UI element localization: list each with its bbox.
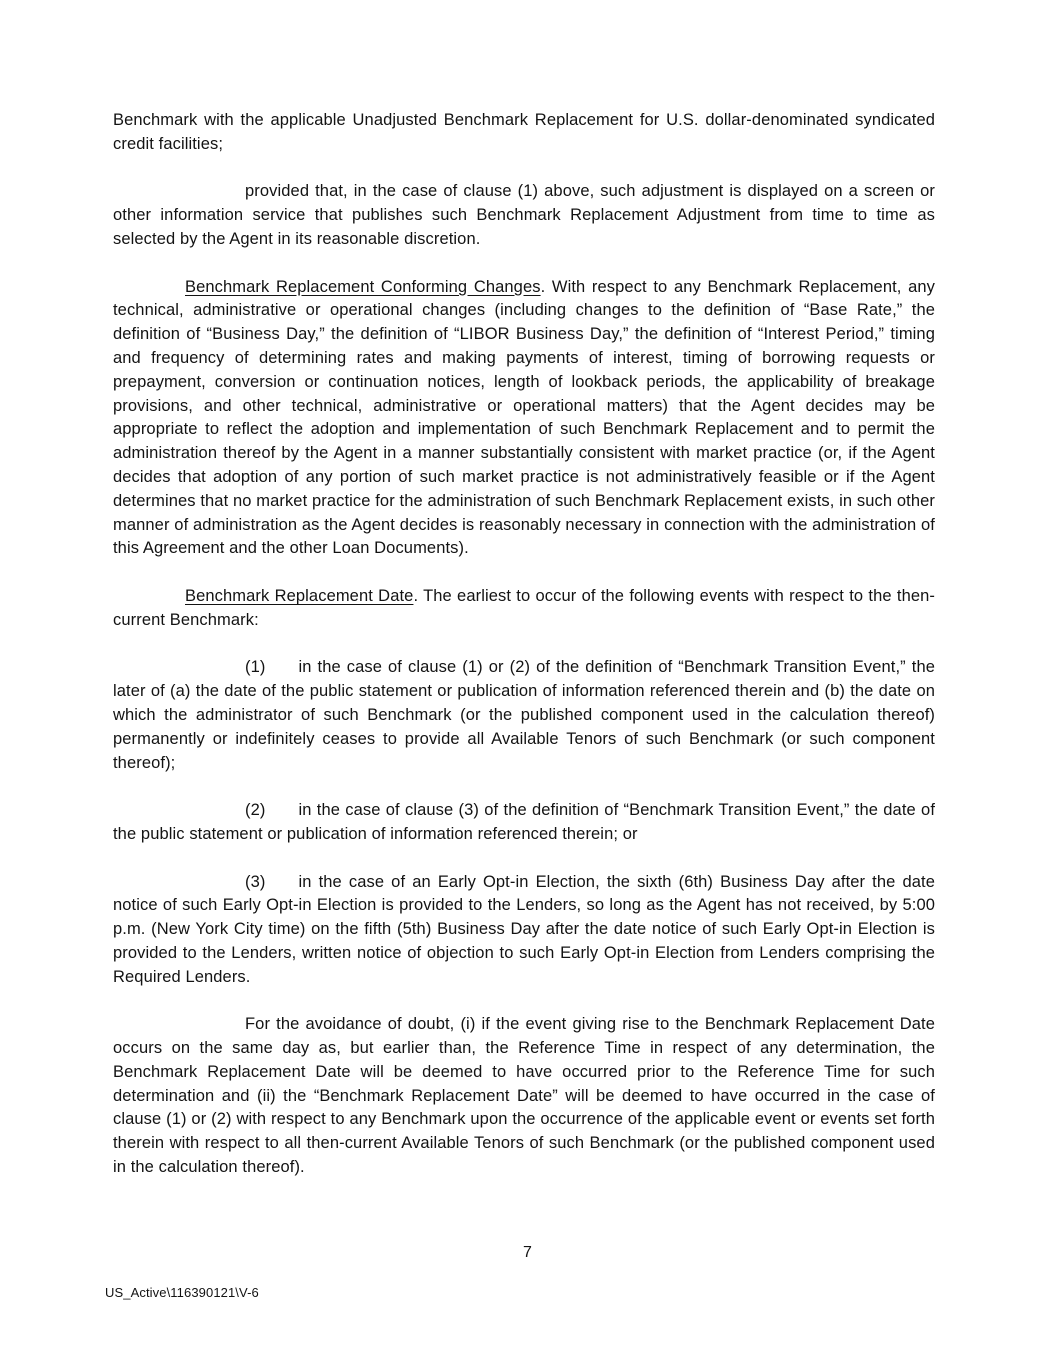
paragraph-proviso <box>113 180 935 251</box>
footer-doc-id: US_Active\116390121\V-6 <box>105 1285 259 1300</box>
list-item-1 <box>113 656 935 775</box>
list-item-2-number: (2) <box>245 801 266 820</box>
conforming-changes-heading: Benchmark Replacement Conforming Changes <box>185 277 541 296</box>
paragraph-continuation-text: Benchmark with the applicable Unadjusted Benchmark Replacement for U.S. dollar-denominated syndicated credit facilities; <box>113 111 935 153</box>
list-item-1-text: in the case of clause (1) or (2) of the definition of “Benchmark Transition Event,” the later of (a) the date of the public statement or publication of information referenced therein and (b) the date on which the administrator of such Benchmark (or the published component used in the calculation thereof) permanently or indefinitely ceases to provide all Available Tenors of such Benchmark (or such component thereof); <box>113 658 935 772</box>
paragraph-replacement-date <box>113 585 935 633</box>
paragraph-conforming-changes <box>113 276 935 562</box>
paragraph-continuation <box>113 109 935 157</box>
list-item-2-text: in the case of clause (3) of the definition of “Benchmark Transition Event,” the date of the public statement or publication of information referenced therein; or <box>113 801 935 843</box>
paragraph-proviso-text: provided that, in the case of clause (1) above, such adjustment is displayed on a screen or other information service that publishes such Benchmark Replacement Adjustment from time to time as selected by the Agent in its reasonable discretion. <box>113 182 935 248</box>
page-number: 7 <box>523 1244 532 1261</box>
list-item-1-number: (1) <box>245 658 266 677</box>
document-body <box>113 109 935 1204</box>
paragraph-avoidance-of-doubt <box>113 1013 935 1180</box>
list-item-3-number: (3) <box>245 872 266 891</box>
conforming-changes-body: . With respect to any Benchmark Replacement, any technical, administrative or operational changes (including changes to the definition of “Base Rate,” the definition of “Business Day,” the definition of “LIBOR Business Day,” the definition of “Interest Period,” timing and frequency of determining rates and making payments of interest, timing of borrowing requests or prepayment, conversion or continuation notices, length of lookback periods, the applicability of breakage provisions, and other technical, administrative or operational matters) that the Agent decides may be appropriate to reflect the adoption and implementation of such Benchmark Replacement and to permit the administration thereof by the Agent in a manner substantially consistent with market practice (or, if the Agent decides that adoption of any portion of such market practice is not administratively feasible or if the Agent determines that no market practice for the administration of such Benchmark Replacement exists, in such other manner of administration as the Agent decides is reasonably necessary in connection with the administration of this Agreement and the other Loan Documents). <box>113 277 935 558</box>
paragraph-avoidance-of-doubt-text: For the avoidance of doubt, (i) if the event giving rise to the Benchmark Replacement Date occurs on the same day as, but earlier than, the Reference Time in respect of any determination, the Benchmark Replacement Date will be deemed to have occurred prior to the Reference Time for such determination and (ii) the “Benchmark Replacement Date” will be deemed to have occurred in the case of clause (1) or (2) with respect to any Benchmark upon the occurrence of the applicable event or events set forth therein with respect to all then-current Available Tenors of such Benchmark (or the published component used in the calculation thereof). <box>113 1015 935 1177</box>
list-item-3-text: in the case of an Early Opt-in Election, the sixth (6th) Business Day after the date notice of such Early Opt-in Election is provided to the Lenders, so long as the Agent has not received, by 5:00 p.m. (New York City time) on the fifth (5th) Business Day after the date notice of such Early Opt-in Election is provided to the Lenders, written notice of objection to such Early Opt-in Election from Lenders comprising the Required Lenders. <box>113 872 935 986</box>
replacement-date-heading: Benchmark Replacement Date <box>185 586 414 605</box>
list-item-3 <box>113 871 935 990</box>
list-item-2 <box>113 799 935 847</box>
replacement-date-body: . The earliest to occur of the following events with respect to the then-current Benchmark: <box>113 586 936 629</box>
